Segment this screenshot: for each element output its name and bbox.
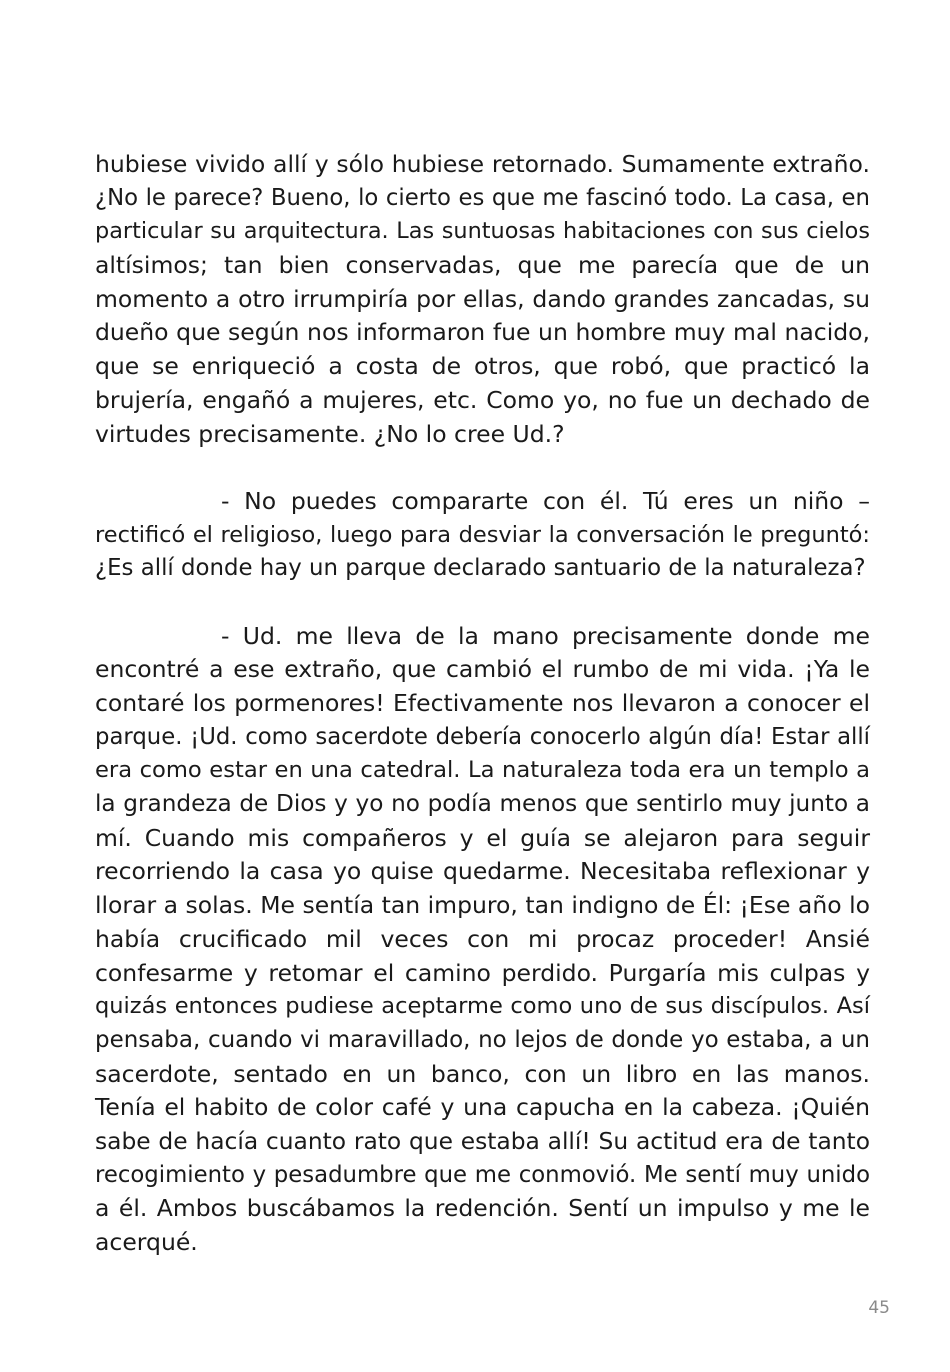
text-line: confesarme y retomar el camino perdido. Purgaría mis culpas y <box>95 958 870 987</box>
text-line: sacerdote, sentado en un banco, con un libro en las manos. <box>95 1059 870 1088</box>
page-number: 45 <box>868 1298 890 1318</box>
text-line: sabe de hacía cuanto rato que estaba allí! Su actitud era de tanto <box>95 1126 870 1155</box>
text-line: encontré a ese extraño, que cambió el rumbo de mi vida. ¡Ya le <box>95 655 870 684</box>
paragraph-gap <box>95 451 870 485</box>
text-line: recorriendo la casa yo quise quedarme. Necesitaba reflexionar y <box>95 857 870 886</box>
text-line: pensaba, cuando vi maravillado, no lejos de donde yo estaba, a un <box>95 1026 870 1053</box>
body-text <box>95 148 870 1260</box>
text-line: llorar a solas. Me sentía tan impuro, tan indigno de Él: ¡Ese año lo <box>95 891 870 920</box>
text-line: altísimos; tan bien conservadas, que me parecía que de un <box>95 251 870 280</box>
text-line: recogimiento y pesadumbre que me conmovió. Me sentí muy unido <box>95 1161 870 1188</box>
text-line: era como estar en una catedral. La naturaleza toda era un templo a <box>95 757 870 784</box>
text-line: dueño que según nos informaron fue un hombre muy mal nacido, <box>95 318 870 347</box>
text-line: hubiese vivido allí y sólo hubiese retornado. Sumamente extraño. <box>95 150 870 178</box>
text-line: momento a otro irrumpiría por ellas, dando grandes zancadas, su <box>95 284 870 313</box>
text-line: ¿No le parece? Bueno, lo cierto es que me fascinó todo. La casa, en <box>95 184 870 211</box>
text-line: contaré los pormenores! Efectivamente nos llevaron a conocer el <box>95 689 870 717</box>
paragraph-gap <box>95 586 870 620</box>
text-line: - Ud. me lleva de la mano precisamente donde me <box>221 621 870 650</box>
text-line: - No puedes compararte con él. Tú eres un niño – <box>221 486 870 515</box>
text-line: mí. Cuando mis compañeros y el guía se alejaron para seguir <box>95 823 870 852</box>
paragraph-1 <box>95 148 870 451</box>
text-line: Tenía el habito de color café y una capucha en la cabeza. ¡Quién <box>95 1093 870 1122</box>
text-line: había crucificado mil veces con mi procaz proceder! Ansié <box>95 924 870 953</box>
text-line: parque. ¡Ud. como sacerdote debería conocerlo algún día! Estar allí <box>95 723 870 750</box>
paragraph-2 <box>95 485 870 586</box>
text-line: a él. Ambos buscábamos la redención. Sentí un impulso y me le <box>95 1194 870 1223</box>
text-line: acerqué. <box>95 1228 198 1256</box>
text-line: particular su arquitectura. Las suntuosas habitaciones con sus cielos <box>95 218 870 245</box>
text-line: rectificó el religioso, luego para desviar la conversación le preguntó: <box>95 521 870 548</box>
paragraph-3 <box>95 620 870 1260</box>
text-line: la grandeza de Dios y yo no podía menos que sentirlo muy junto a <box>95 791 870 818</box>
text-line: brujería, engañó a mujeres, etc. Como yo, no fue un dechado de <box>95 385 870 414</box>
text-line: virtudes precisamente. ¿No lo cree Ud.? <box>95 419 565 448</box>
text-line: quizás entonces pudiese aceptarme como uno de sus discípulos. Así <box>95 993 870 1020</box>
text-line: ¿Es allí donde hay un parque declarado santuario de la naturaleza? <box>95 555 866 582</box>
text-line: que se enriqueció a costa de otros, que robó, que practicó la <box>95 352 870 381</box>
